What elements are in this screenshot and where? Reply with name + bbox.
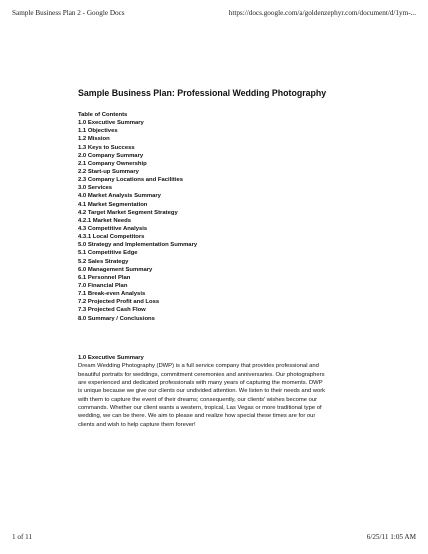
body-line: are experienced and dedicated professionals with many years of capturing the moments. DWP xyxy=(78,379,323,386)
toc-item: 5.2 Sales Strategy xyxy=(78,258,129,265)
body-line: wedding, we can be there. We aim to please and realize how special these times are for our xyxy=(78,413,316,420)
toc-item: 7.2 Projected Profit and Loss xyxy=(78,299,160,306)
body-line: with them to capture the event of their dreams; consequently, our clients' wishes become our xyxy=(78,396,318,403)
toc-item: 2.3 Company Locations and Facilities xyxy=(78,177,184,184)
toc-item: 1.3 Keys to Success xyxy=(78,144,135,151)
toc-heading: Table of Contents xyxy=(78,112,128,118)
toc-item: 4.0 Market Analysis Summary xyxy=(78,193,161,200)
page-number: 1 of 11 xyxy=(12,533,33,541)
toc-item: 4.2 Target Market Segment Strategy xyxy=(78,209,178,216)
toc-item: 7.3 Projected Cash Flow xyxy=(78,307,146,314)
toc-item: 7.0 Financial Plan xyxy=(78,282,128,289)
toc-item: 1.0 Executive Summary xyxy=(78,120,144,127)
section-heading: 1.0 Executive Summary xyxy=(78,355,144,361)
toc-item: 3.0 Services xyxy=(78,185,113,192)
print-timestamp: 6/25/11 1:05 AM xyxy=(366,533,416,541)
print-header xyxy=(12,9,416,21)
toc-item: 6.1 Personnel Plan xyxy=(78,274,131,281)
print-header-url: https://docs.google.com/a/goldenzephyr.com/document/d/1ym-... xyxy=(228,9,416,17)
toc-item: 6.0 Management Summary xyxy=(78,266,153,273)
toc-item: 8.0 Summary / Conclusions xyxy=(78,315,155,322)
toc-item: 1.2 Mission xyxy=(78,136,110,143)
body-line: clients and wish to help capture them forever! xyxy=(78,421,196,428)
toc-item: 4.2.1 Market Needs xyxy=(78,217,132,224)
toc-item: 4.1 Market Segmentation xyxy=(78,201,148,208)
print-header-title: Sample Business Plan 2 - Google Docs xyxy=(12,9,125,17)
toc-item: 2.2 Start-up Summary xyxy=(78,168,139,175)
toc-item: 7.1 Break-even Analysis xyxy=(78,291,146,298)
toc-item: 5.1 Competitive Edge xyxy=(78,250,138,257)
toc-item: 1.1 Objectives xyxy=(78,128,118,135)
body-line: is unique because we give our clients our undivided attention. We listen to their needs and work xyxy=(78,388,326,395)
toc-item: 4.3 Competitive Analysis xyxy=(78,225,148,232)
print-footer xyxy=(12,533,416,545)
table-of-contents xyxy=(78,111,318,323)
section-body xyxy=(78,362,363,429)
executive-summary-section xyxy=(78,354,368,429)
body-line: Dream Wedding Photography (DWP) is a full service company that provides professional and xyxy=(78,363,319,370)
toc-item: 2.0 Company Summary xyxy=(78,152,144,159)
body-line: beautiful portraits for weddings, commitment ceremonies and anniversaries. Our photographers xyxy=(78,371,325,378)
document-title: Sample Business Plan: Professional Wedding Photography xyxy=(78,88,327,98)
toc-item: 5.0 Strategy and Implementation Summary xyxy=(78,242,198,249)
toc-item: 2.1 Company Ownership xyxy=(78,160,147,167)
body-line: commands. Whether our client wants a western, tropical, Las Vegas or more traditional type of xyxy=(78,404,322,411)
toc-item: 4.3.1 Local Competitors xyxy=(78,234,145,241)
